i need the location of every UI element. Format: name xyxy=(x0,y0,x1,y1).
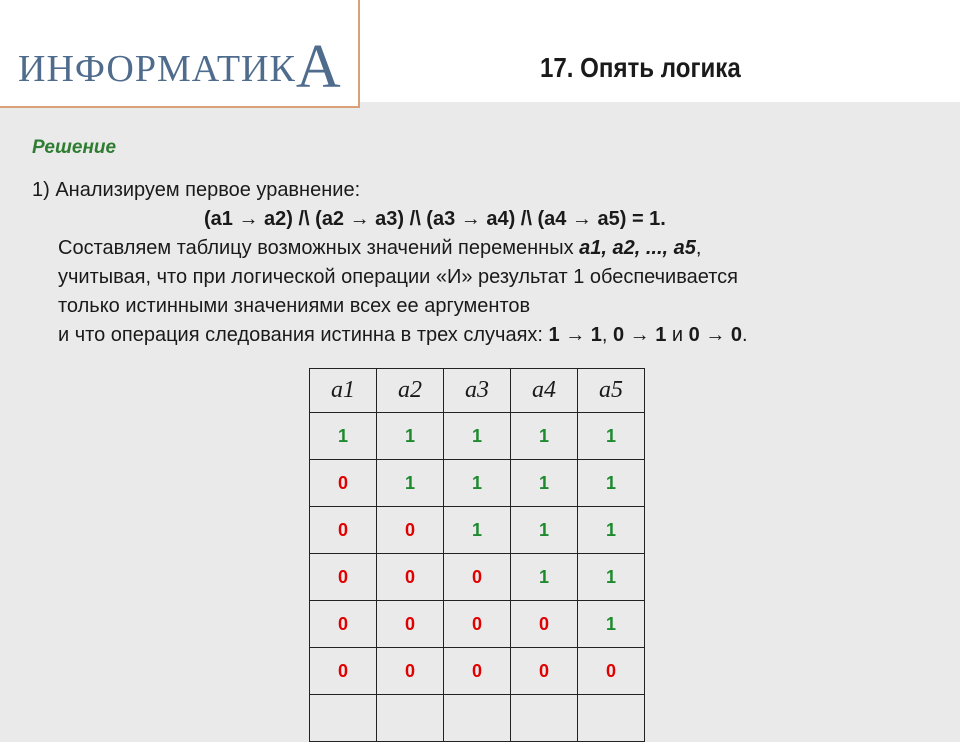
paragraph-line-3: только истинными значениями всех ее аргументов xyxy=(58,295,531,317)
table-row xyxy=(310,601,645,648)
table-cell: 1 xyxy=(578,554,645,601)
paragraph-line-2: учитывая, что при логической операции «И» результат 1 обеспечивается xyxy=(58,266,738,288)
implication-2: 0 → 1 xyxy=(613,324,667,346)
table-cell xyxy=(377,695,444,742)
table-cell xyxy=(310,695,377,742)
table-cell: 0 xyxy=(444,648,511,695)
table-cell: 0 xyxy=(310,648,377,695)
table-cell: 1 xyxy=(310,413,377,460)
separator: и xyxy=(666,324,689,346)
variables-list: a1, a2, ..., a5 xyxy=(579,237,696,259)
table-cell: 0 xyxy=(310,507,377,554)
logo xyxy=(18,26,342,101)
paragraph-punct: , xyxy=(695,237,702,259)
column-header: a3 xyxy=(444,369,511,413)
table-cell: 1 xyxy=(444,413,511,460)
table-row xyxy=(310,648,645,695)
implication-3: 0 → 0 xyxy=(688,324,743,346)
table-cell: 1 xyxy=(377,413,444,460)
table-header-row xyxy=(310,369,645,413)
solution-heading: Решение xyxy=(32,137,117,158)
table-cell: 0 xyxy=(511,648,578,695)
table-cell: 1 xyxy=(578,413,645,460)
column-header: a4 xyxy=(511,369,578,413)
table-cell: 1 xyxy=(444,460,511,507)
paragraph-line-4 xyxy=(32,321,932,350)
implication-1: 1 → 1 xyxy=(548,324,602,346)
paragraph-line-1 xyxy=(32,234,932,263)
truth-table xyxy=(309,368,645,742)
table-row xyxy=(310,460,645,507)
step-line: 1) Анализируем первое уравнение: xyxy=(32,179,361,201)
table-cell: 1 xyxy=(444,507,511,554)
table-cell: 0 xyxy=(310,460,377,507)
table-cell: 0 xyxy=(310,554,377,601)
solution-text xyxy=(32,176,932,350)
table-cell: 0 xyxy=(444,554,511,601)
table-row xyxy=(310,554,645,601)
table-cell: 1 xyxy=(377,460,444,507)
paragraph-text: и что операция следования истинна в трех случаях: xyxy=(58,324,549,346)
column-header: a5 xyxy=(578,369,645,413)
table-cell: 1 xyxy=(578,460,645,507)
table-cell: 1 xyxy=(511,554,578,601)
table-cell: 0 xyxy=(444,601,511,648)
table-cell: 0 xyxy=(377,507,444,554)
table-row xyxy=(310,413,645,460)
table-cell: 1 xyxy=(511,413,578,460)
column-header: a2 xyxy=(377,369,444,413)
column-header: a1 xyxy=(310,369,377,413)
paragraph-text: Составляем таблицу возможных значений переменных xyxy=(58,237,580,259)
table-cell xyxy=(511,695,578,742)
logo-big-letter: А xyxy=(295,33,342,101)
separator: , xyxy=(601,324,613,346)
period: . xyxy=(742,324,748,346)
slide-title: 17. Опять логика xyxy=(540,52,741,83)
table-row xyxy=(310,507,645,554)
logo-box xyxy=(0,0,360,108)
table-cell: 1 xyxy=(578,601,645,648)
table-cell xyxy=(578,695,645,742)
table-cell: 1 xyxy=(578,507,645,554)
table-row xyxy=(310,695,645,742)
logo-text: ИНФОРМАТИК xyxy=(18,48,296,90)
table-cell: 0 xyxy=(511,601,578,648)
table-cell: 0 xyxy=(310,601,377,648)
table-cell: 0 xyxy=(377,554,444,601)
table-cell: 0 xyxy=(377,601,444,648)
formula: (a1 → a2) /\ (a2 → a3) /\ (a3 → a4) /\ (a4 → a5) = 1. xyxy=(204,208,666,230)
table-cell: 1 xyxy=(511,460,578,507)
table-cell: 0 xyxy=(377,648,444,695)
table-cell xyxy=(444,695,511,742)
table-cell: 1 xyxy=(511,507,578,554)
table-cell: 0 xyxy=(578,648,645,695)
